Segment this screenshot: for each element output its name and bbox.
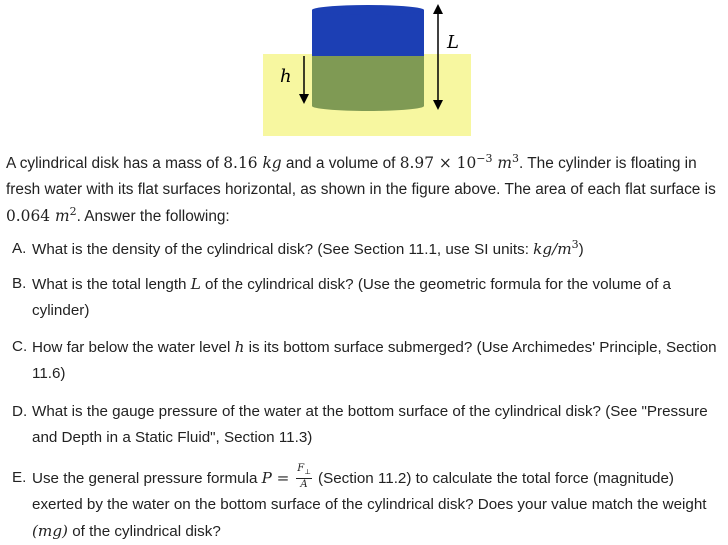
intro-text-3: . The cylinder is floating in fresh water with its flat surfaces horizontal, as shown in the figure above. The area of each flat surface is xyxy=(6,155,716,198)
question-letter: E. xyxy=(12,469,27,486)
cylinder-bottom-edge xyxy=(312,101,424,111)
question-list xyxy=(12,236,726,545)
cylinder-above-water xyxy=(312,10,424,56)
volume-unit: m xyxy=(497,154,512,172)
area-variable: A xyxy=(300,479,308,491)
question-c-text-2: is its bottom surface submerged? (Use Archimedes' Principle, Section 11.6) xyxy=(32,339,717,382)
question-e-text-3: of the cylindrical disk? xyxy=(67,523,221,541)
volume-exponent: −3 xyxy=(476,151,493,165)
question-b-text-2: of the cylindrical disk? (Use the geometric formula for the volume of a cylinder) xyxy=(32,276,671,319)
question-letter: D. xyxy=(12,403,28,420)
weight-expression: (mg) xyxy=(32,522,68,541)
question-letter: B. xyxy=(12,275,27,292)
intro-text-1: A cylindrical disk has a mass of xyxy=(6,155,224,172)
question-c-text-1: How far below the water level xyxy=(32,339,235,356)
area-unit: m xyxy=(54,207,70,225)
intro-text-2: and a volume of xyxy=(281,155,400,172)
mass-unit: kg xyxy=(262,154,282,172)
area-unit-exponent: 2 xyxy=(69,204,77,218)
area-number: 0.064 xyxy=(6,207,51,225)
question-e xyxy=(12,465,726,545)
perpendicular-subscript: ⊥ xyxy=(304,468,311,477)
question-letter: C. xyxy=(12,338,28,355)
length-variable: L xyxy=(190,275,201,293)
question-a-text: What is the density of the cylindrical disk? (See Section 11.1, use SI units: xyxy=(32,241,534,258)
force-variable: F xyxy=(297,463,305,475)
density-unit-exponent: 3 xyxy=(571,237,579,251)
density-unit-base: kg/m xyxy=(533,240,572,258)
force-over-area-fraction xyxy=(296,463,312,490)
volume-number: 8.97 × 10 xyxy=(399,154,477,172)
question-e-text-1: Use the general pressure formula xyxy=(32,470,262,487)
cylinder-submerged-part xyxy=(312,54,424,106)
volume-value xyxy=(399,151,519,172)
L-arrow-head-top xyxy=(433,4,443,14)
floating-cylinder-figure xyxy=(262,0,472,136)
pressure-variable: P xyxy=(261,469,272,487)
mass-value xyxy=(223,154,281,172)
figure-svg xyxy=(262,0,472,136)
question-a-end: ) xyxy=(578,241,584,258)
mass-number: 8.16 xyxy=(223,154,258,172)
depth-variable: h xyxy=(234,338,245,356)
intro-text-4: . Answer the following: xyxy=(76,208,230,225)
density-unit xyxy=(533,237,579,258)
question-a xyxy=(12,236,726,263)
question-b-text-1: What is the total length xyxy=(32,276,191,293)
equals-sign: = xyxy=(271,469,295,487)
question-b xyxy=(12,271,726,324)
question-letter: A. xyxy=(12,240,27,257)
area-value xyxy=(6,204,77,225)
problem-intro xyxy=(6,150,724,230)
question-e-text-2: (Section 11.2) to calculate the total force (magnitude) exerted by the water on the bottom surface of the cylindrical disk? Does your value match the weight xyxy=(32,470,707,514)
fraction-numerator xyxy=(296,463,312,479)
volume-unit-exponent: 3 xyxy=(512,151,519,165)
question-c xyxy=(12,334,726,387)
L-label: L xyxy=(447,32,459,53)
h-label: h xyxy=(280,66,292,87)
cylinder-top-cap xyxy=(312,5,424,15)
question-d-text: What is the gauge pressure of the water at the bottom surface of the cylindrical disk? (See "Pressure and Depth in a Static Fluid", Section 11.3) xyxy=(32,403,708,446)
question-d xyxy=(12,399,726,451)
